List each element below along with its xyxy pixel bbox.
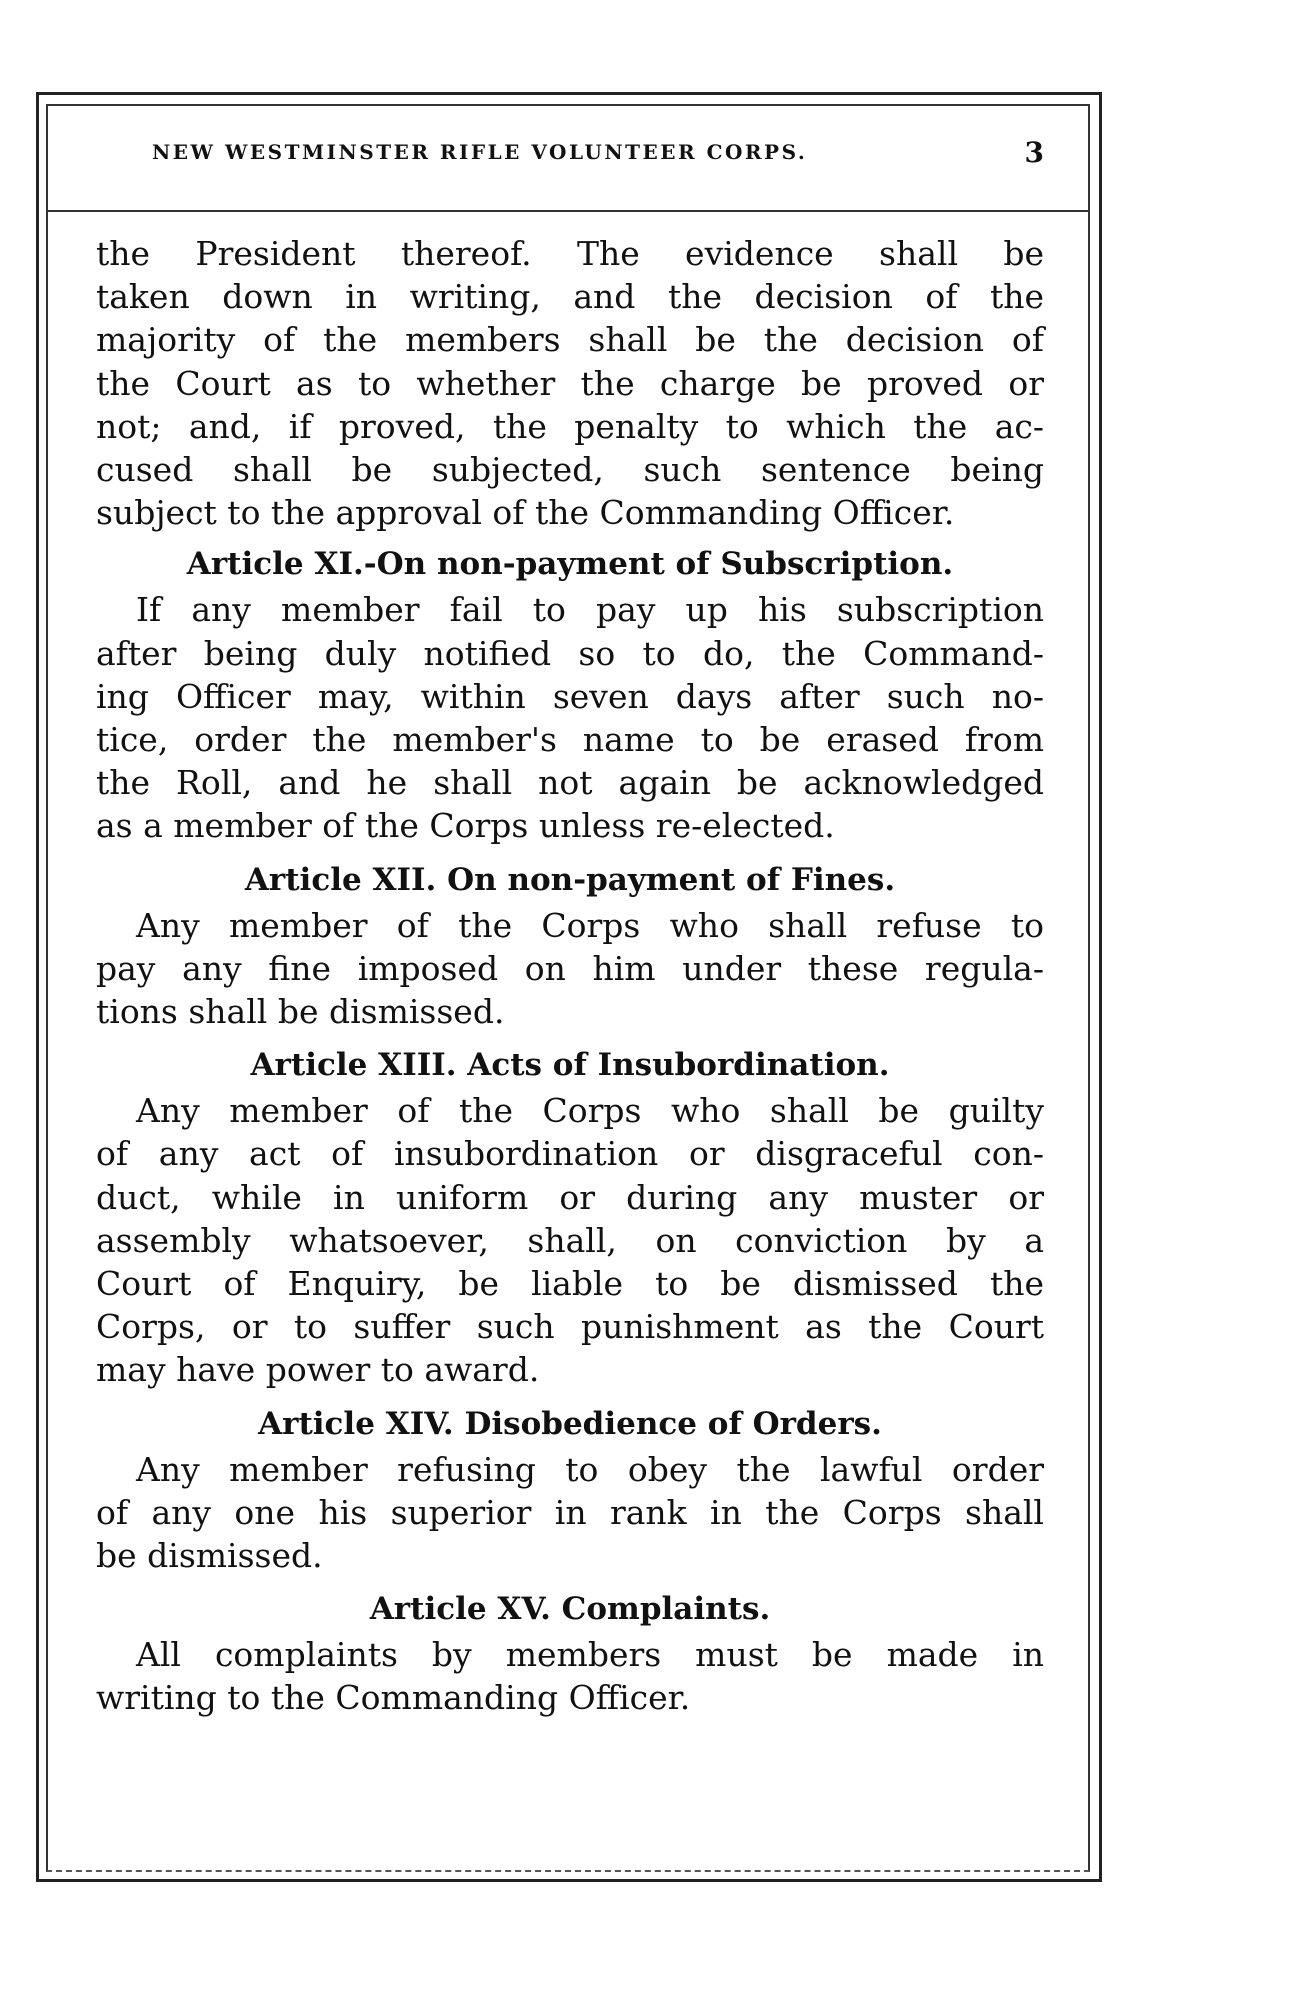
intro-paragraph (96, 232, 1044, 534)
text-line: Any member of the Corps who shall be guilty (136, 1091, 1044, 1131)
text-line: All complaints by members must be made in (136, 1635, 1044, 1675)
page-header (60, 136, 1080, 180)
text-line: not; and, if proved, the penalty to which the ac- (96, 406, 1044, 446)
article-xi-heading: Article XI.-On non-payment of Subscription. (186, 546, 954, 583)
text-line: If any member fail to pay up his subscription (136, 590, 1044, 630)
article-xiv-paragraph (96, 1448, 1044, 1578)
page-number: 3 (1024, 136, 1044, 169)
text-line: the President thereof. The evidence shall be (96, 234, 1044, 273)
article-xv-heading: Article XV. Complaints. (369, 1591, 771, 1628)
article-xii-heading: Article XII. On non-payment of Fines. (244, 861, 896, 898)
text-line: Court of Enquiry, be liable to be dismissed the (96, 1264, 1044, 1304)
article-xv-paragraph (96, 1633, 1044, 1719)
text-line: Any member of the Corps who shall refuse to (136, 905, 1044, 945)
text-line: ing Officer may, within seven days after such no- (96, 676, 1044, 716)
text-line: assembly whatsoever, shall, on conviction by a (96, 1220, 1044, 1260)
text-line: writing to the Commanding Officer. (96, 1678, 691, 1718)
running-title: NEW WESTMINSTER RIFLE VOLUNTEER CORPS. (152, 140, 808, 164)
text-line: Corps, or to suffer such punishment as the Court (96, 1307, 1044, 1347)
page-body (96, 232, 1044, 1720)
text-line: pay any fine imposed on him under these regula- (96, 948, 1044, 988)
text-line: tice, order the member's name to be erased from (96, 720, 1044, 760)
text-line: after being duly notified so to do, the Command- (96, 633, 1044, 673)
text-line: be dismissed. (96, 1536, 323, 1576)
text-line: tions shall be dismissed. (96, 992, 505, 1032)
text-line: duct, while in uniform or during any muster or (96, 1177, 1044, 1217)
article-xiii-heading: Article XIII. Acts of Insubordination. (250, 1047, 890, 1084)
text-line: of any one his superior in rank in the Corps shall (96, 1492, 1044, 1532)
article-xiv-heading: Article XIV. Disobedience of Orders. (258, 1405, 882, 1442)
text-line: of any act of insubordination or disgraceful con- (96, 1134, 1044, 1174)
text-line: subject to the approval of the Commanding Officer. (96, 493, 955, 533)
text-line: may have power to award. (96, 1350, 540, 1390)
text-line: the Roll, and he shall not again be acknowledged (96, 763, 1044, 803)
text-line: the Court as to whether the charge be proved or (96, 363, 1044, 403)
text-line: taken down in writing, and the decision of the (96, 277, 1044, 317)
article-xiii-paragraph (96, 1089, 1044, 1391)
text-line: Any member refusing to obey the lawful order (136, 1449, 1044, 1489)
text-line: as a member of the Corps unless re-elected. (96, 806, 835, 846)
text-line: majority of the members shall be the decision of (96, 320, 1044, 360)
article-xi-paragraph (96, 588, 1044, 847)
header-rule (46, 210, 1090, 212)
article-xii-paragraph (96, 904, 1044, 1034)
text-line: cused shall be subjected, such sentence being (96, 450, 1044, 490)
